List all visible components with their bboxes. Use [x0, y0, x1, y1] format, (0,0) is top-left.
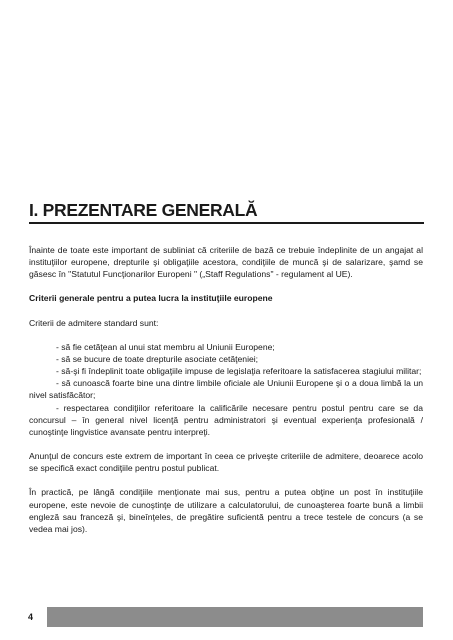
- intro-paragraph: Înainte de toate este important de subliniat că criteriile de bază ce trebuie îndeplinite de un angajat al instituţiilor europene, drepturile şi obligaţiile acestora, condiţiile de muncă şi de salarizare, şamd se găsesc în "Statutul Funcţionarilor Europeni " („Staff Regulations" - regulament al UE).: [29, 245, 423, 280]
- footer-bar: [47, 607, 423, 627]
- practice-paragraph: În practică, pe lângă condiţiile menţionate mai sus, pentru a putea obţine un post în instituţiile europene, este nevoie de cunoştinţe de utilizare a calculatorului, de cunoaşterea foarte bună a limbii engleză sau franceză şi, bineînţeles, de pregătire suficientă pentru a trece testele de concurs (a se vedea mai jos).: [29, 487, 423, 534]
- criteria-item: - să se bucure de toate drepturile asociate cetăţeniei;: [56, 353, 259, 364]
- page-number: 4: [28, 612, 34, 622]
- subheading: Criterii generale pentru a putea lucra la instituţiile europene: [29, 293, 273, 304]
- criteria-item: - să cunoască foarte bine una dintre limbile oficiale ale Uniunii Europene şi o a doua limbă la un nivel satisfăcător;: [29, 378, 423, 401]
- criteria-item: - să fie cetăţean al unui stat membru al Uniunii Europene;: [56, 341, 275, 352]
- criteria-item: - să-şi fi îndeplinit toate obligaţiile impuse de legislaţia referitoare la satisfacerea stagiului militar;: [56, 366, 422, 377]
- body-text: [29, 244, 423, 535]
- criteria-item: - respectarea condiţiilor referitoare la calificările necesare pentru postul pentru care se da concursul – în general nivel licenţă pentru administratori şi eventual experienţa profesională / cunoştinţe lingvistice avansate pentru interpreţi.: [29, 402, 423, 437]
- section-heading: I. PREZENTARE GENERALĂ: [29, 200, 258, 220]
- criteria-intro: Criterii de admitere standard sunt:: [29, 317, 159, 328]
- announcement-paragraph: Anunţul de concurs este extrem de important în ceea ce priveşte criteriile de admitere, deoarece acolo se specifică exact condiţiile pentru postul publicat.: [29, 451, 423, 474]
- heading-underline: [29, 222, 424, 224]
